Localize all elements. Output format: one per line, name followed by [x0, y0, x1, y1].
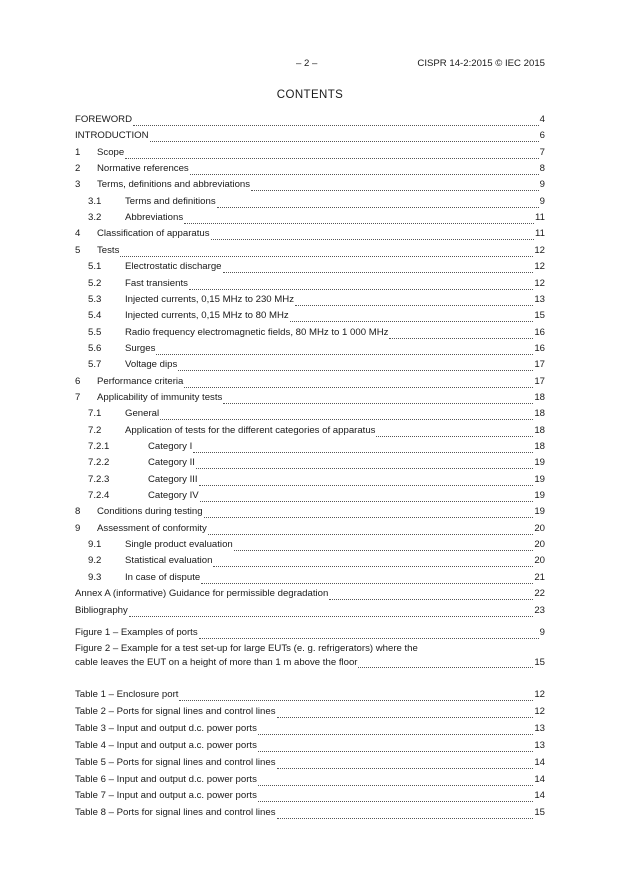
- toc-entry-title: Table 8 – Ports for signal lines and control lines: [75, 807, 276, 818]
- toc-entry-page: 6: [539, 130, 545, 141]
- dot-leader: [184, 379, 533, 388]
- toc-entry-page: 17: [534, 376, 545, 387]
- toc-entry[interactable]: [75, 554, 545, 568]
- toc-entry-title: Injected currents, 0,15 MHz to 230 MHz: [125, 294, 295, 305]
- toc-entry-page: 11: [535, 212, 545, 223]
- toc-entry[interactable]: [75, 473, 545, 487]
- toc-entry-page: 18: [534, 425, 545, 436]
- toc-entry-title: Terms and definitions: [125, 196, 216, 207]
- dot-leader: [329, 591, 533, 600]
- table-list-entry[interactable]: [75, 789, 545, 803]
- contents-title: CONTENTS: [276, 89, 344, 101]
- toc-entry-number: 5.7: [88, 359, 102, 370]
- toc-entry[interactable]: [75, 489, 545, 503]
- toc-entry[interactable]: [75, 113, 545, 127]
- toc-entry-page: 18: [534, 441, 545, 452]
- toc-entry-page: 14: [534, 774, 545, 785]
- toc-entry[interactable]: [75, 162, 545, 176]
- toc-entry-title: Injected currents, 0,15 MHz to 80 MHz: [125, 310, 289, 321]
- toc-entry-title: Classification of apparatus: [97, 228, 210, 239]
- toc-entry-page: 23: [534, 605, 545, 616]
- dot-leader: [190, 166, 539, 175]
- toc-entry[interactable]: [75, 407, 545, 421]
- toc-entry[interactable]: [75, 326, 545, 340]
- dot-leader: [223, 264, 534, 273]
- toc-entry-page: 11: [535, 228, 545, 239]
- dot-leader: [290, 313, 534, 322]
- dot-leader: [201, 575, 533, 584]
- toc-entry-page: 4: [539, 114, 545, 125]
- toc-entry-page: 20: [534, 523, 545, 534]
- toc-entry-page: 9: [539, 196, 545, 207]
- toc-entry-title: cable leaves the EUT on a height of more than 1 m above the floor: [75, 656, 358, 668]
- dot-leader: [277, 760, 534, 769]
- toc-entry-title: Table 2 – Ports for signal lines and control lines: [75, 706, 276, 717]
- dot-leader: [184, 215, 534, 224]
- dot-leader: [251, 182, 539, 191]
- toc-entry-page: 9: [539, 179, 545, 190]
- dot-leader: [200, 493, 534, 502]
- toc-entry-number: 5.1: [88, 261, 102, 272]
- toc-entry[interactable]: [75, 277, 545, 291]
- toc-entry-page: 12: [534, 706, 545, 717]
- dot-leader: [156, 346, 533, 355]
- table-list-entry[interactable]: [75, 773, 545, 787]
- toc-entry[interactable]: [75, 456, 545, 470]
- toc-entry-title: Table 7 – Input and output a.c. power ports: [75, 790, 257, 801]
- toc-entry-page: 18: [534, 392, 545, 403]
- toc-entry-page: 20: [534, 539, 545, 550]
- toc-entry-number: 9: [75, 523, 81, 534]
- table-list-entry[interactable]: [75, 722, 545, 736]
- dot-leader: [258, 726, 533, 735]
- toc-entry[interactable]: [75, 358, 545, 372]
- toc-entry-page: 9: [539, 627, 545, 638]
- dot-leader: [217, 199, 539, 208]
- toc-entry-title: Electrostatic discharge: [125, 261, 222, 272]
- dot-leader: [258, 743, 533, 752]
- table-list-entry[interactable]: [75, 806, 545, 820]
- table-list-entry[interactable]: [75, 688, 545, 702]
- toc-entry-number: 7.2.1: [88, 441, 110, 452]
- toc-entry-title: Figure 2 – Example for a test set-up for large EUTs (e. g. refrigerators) where the: [75, 643, 418, 654]
- dot-leader: [208, 526, 533, 535]
- toc-entry-page: 17: [534, 359, 545, 370]
- toc-entry[interactable]: [75, 587, 545, 601]
- dot-leader: [129, 608, 534, 617]
- toc-entry-number: 7: [75, 392, 81, 403]
- toc-entry-title: INTRODUCTION: [75, 130, 149, 141]
- toc-entry-title: FOREWORD: [75, 114, 133, 125]
- toc-entry[interactable]: [75, 293, 545, 307]
- toc-entry-page: 15: [534, 310, 545, 321]
- toc-entry[interactable]: [75, 227, 545, 241]
- toc-entry[interactable]: [75, 342, 545, 356]
- dot-leader: [199, 477, 534, 486]
- toc-entry[interactable]: [75, 260, 545, 274]
- toc-entry-number: 5: [75, 245, 81, 256]
- page-number: – 2 –: [296, 58, 318, 69]
- toc-entry-title: Category III: [148, 474, 198, 485]
- toc-entry-number: 9.2: [88, 555, 102, 566]
- toc-entry-title: Category I: [148, 441, 193, 452]
- toc-entry-page: 14: [534, 757, 545, 768]
- toc-entry-number: 4: [75, 228, 81, 239]
- toc-entry[interactable]: [75, 244, 545, 258]
- toc-entry-continuation: [75, 656, 545, 670]
- toc-entry-title: Conditions during testing: [97, 506, 203, 517]
- toc-entry[interactable]: [75, 146, 545, 160]
- toc-entry-page: 12: [534, 689, 545, 700]
- toc-entry[interactable]: [75, 424, 545, 438]
- toc-entry-page: 8: [539, 163, 545, 174]
- dot-leader: [178, 362, 533, 371]
- toc-entry-title: General: [125, 408, 160, 419]
- toc-entry[interactable]: [75, 505, 545, 519]
- toc-entry[interactable]: [75, 391, 545, 405]
- dot-leader: [204, 509, 534, 518]
- toc-entry-page: 21: [534, 572, 545, 583]
- toc-entry-number: 5.3: [88, 294, 102, 305]
- toc-entry-title: Surges: [125, 343, 156, 354]
- toc-entry-number: 3.1: [88, 196, 102, 207]
- toc-entry-title: Voltage dips: [125, 359, 178, 370]
- toc-entry-number: 7.2: [88, 425, 102, 436]
- dot-leader: [358, 659, 533, 668]
- toc-entry-title: Performance criteria: [97, 376, 184, 387]
- toc-entry-title: Application of tests for the different categories of apparatus: [125, 425, 376, 436]
- toc-entry-page: 19: [534, 506, 545, 517]
- page-header: [75, 58, 545, 72]
- toc-entry-page: 12: [534, 261, 545, 272]
- toc-entry[interactable]: [75, 178, 545, 192]
- toc-entry[interactable]: [75, 309, 545, 323]
- dot-leader: [211, 231, 535, 240]
- toc-entry-page: 15: [534, 656, 545, 668]
- toc-entry[interactable]: [75, 522, 545, 536]
- dot-leader: [196, 460, 533, 469]
- toc-entry-page: 16: [534, 343, 545, 354]
- toc-entry-page: 13: [534, 740, 545, 751]
- toc-entry-page: 18: [534, 408, 545, 419]
- dot-leader: [160, 411, 533, 420]
- toc-entry[interactable]: [75, 571, 545, 585]
- dot-leader: [133, 117, 539, 126]
- toc-entry-number: 7.2.2: [88, 457, 110, 468]
- toc-entry-title: Radio frequency electromagnetic fields, 80 MHz to 1 000 MHz: [125, 327, 389, 338]
- toc-entry-number: 3: [75, 179, 81, 190]
- toc-entry-number: 5.5: [88, 327, 102, 338]
- toc-entry-page: 16: [534, 327, 545, 338]
- toc-entry-title: Table 5 – Ports for signal lines and control lines: [75, 757, 276, 768]
- figure-list-entry[interactable]: [75, 626, 545, 640]
- toc-entry-title: Fast transients: [125, 278, 188, 289]
- dot-leader: [120, 248, 533, 257]
- toc-entry-number: 7.2.3: [88, 474, 110, 485]
- table-list-entry[interactable]: [75, 756, 545, 770]
- toc-entry-number: 7.1: [88, 408, 102, 419]
- dot-leader: [389, 330, 533, 339]
- toc-entry-title: Bibliography: [75, 605, 128, 616]
- dot-leader: [234, 542, 534, 551]
- toc-entry-page: 12: [534, 245, 545, 256]
- toc-entry-page: 19: [534, 490, 545, 501]
- toc-entry[interactable]: [75, 211, 545, 225]
- dot-leader: [189, 281, 533, 290]
- table-list-entry[interactable]: [75, 705, 545, 719]
- dot-leader: [199, 630, 539, 639]
- toc-entry-title: Normative references: [97, 163, 189, 174]
- toc-entry-page: 19: [534, 457, 545, 468]
- toc-entry-number: 7.2.4: [88, 490, 110, 501]
- toc-entry-title: Scope: [97, 147, 125, 158]
- toc-entry-number: 9.3: [88, 572, 102, 583]
- dot-leader: [150, 133, 539, 142]
- toc-entry-number: 5.4: [88, 310, 102, 321]
- toc-entry-title: Annex A (informative) Guidance for permissible degradation: [75, 588, 329, 599]
- dot-leader: [258, 777, 533, 786]
- toc-entry-page: 20: [534, 555, 545, 566]
- toc-entry-page: 22: [534, 588, 545, 599]
- dot-leader: [213, 558, 533, 567]
- toc-entry-page: 13: [534, 294, 545, 305]
- toc-entry-title: In case of dispute: [125, 572, 201, 583]
- toc-entry-number: 9.1: [88, 539, 102, 550]
- toc-entry-page: 14: [534, 790, 545, 801]
- toc-entry-title: Table 4 – Input and output a.c. power ports: [75, 740, 257, 751]
- dot-leader: [223, 395, 533, 404]
- toc-entry[interactable]: [75, 604, 545, 618]
- figure-list-entry[interactable]: [75, 642, 545, 669]
- toc-entry-title: Terms, definitions and abbreviations: [97, 179, 251, 190]
- toc-entry-title: Table 1 – Enclosure port: [75, 689, 179, 700]
- copyright-notice: CISPR 14-2:2015 © IEC 2015: [417, 58, 545, 69]
- toc-entry-page: 15: [534, 807, 545, 818]
- dot-leader: [277, 810, 534, 819]
- dot-leader: [376, 428, 533, 437]
- dot-leader: [258, 793, 533, 802]
- toc-entry-page: 19: [534, 474, 545, 485]
- toc-entry-title: Single product evaluation: [125, 539, 233, 550]
- dot-leader: [277, 709, 534, 718]
- toc-entry-page: 13: [534, 723, 545, 734]
- toc-entry-page: 7: [539, 147, 545, 158]
- toc-entry-title: Abbreviations: [125, 212, 184, 223]
- toc-entry-number: 3.2: [88, 212, 102, 223]
- table-list-entry[interactable]: [75, 739, 545, 753]
- dot-leader: [193, 444, 533, 453]
- toc-entry-number: 1: [75, 147, 81, 158]
- toc-entry-title: Category II: [148, 457, 195, 468]
- toc-entry-number: 6: [75, 376, 81, 387]
- dot-leader: [295, 297, 533, 306]
- toc-entry-number: 2: [75, 163, 81, 174]
- toc-entry[interactable]: [75, 375, 545, 389]
- toc-entry-number: 5.2: [88, 278, 102, 289]
- toc-entry[interactable]: [75, 440, 545, 454]
- toc-entry-number: 5.6: [88, 343, 102, 354]
- dot-leader: [179, 692, 533, 701]
- dot-leader: [125, 150, 538, 159]
- toc-entry-number: 8: [75, 506, 81, 517]
- toc-entry-title: Applicability of immunity tests: [97, 392, 223, 403]
- toc-entry-title: Tests: [97, 245, 120, 256]
- toc-entry-title: Table 3 – Input and output d.c. power ports: [75, 723, 257, 734]
- toc-entry-title: Assessment of conformity: [97, 523, 207, 534]
- toc-entry-title: Figure 1 – Examples of ports: [75, 627, 198, 638]
- toc-entry[interactable]: [75, 538, 545, 552]
- toc-entry[interactable]: [75, 195, 545, 209]
- toc-entry-page: 12: [534, 278, 545, 289]
- toc-entry-title: Table 6 – Input and output d.c. power ports: [75, 774, 257, 785]
- toc-entry-title: Statistical evaluation: [125, 555, 213, 566]
- toc-entry-title: Category IV: [148, 490, 199, 501]
- toc-entry[interactable]: [75, 129, 545, 143]
